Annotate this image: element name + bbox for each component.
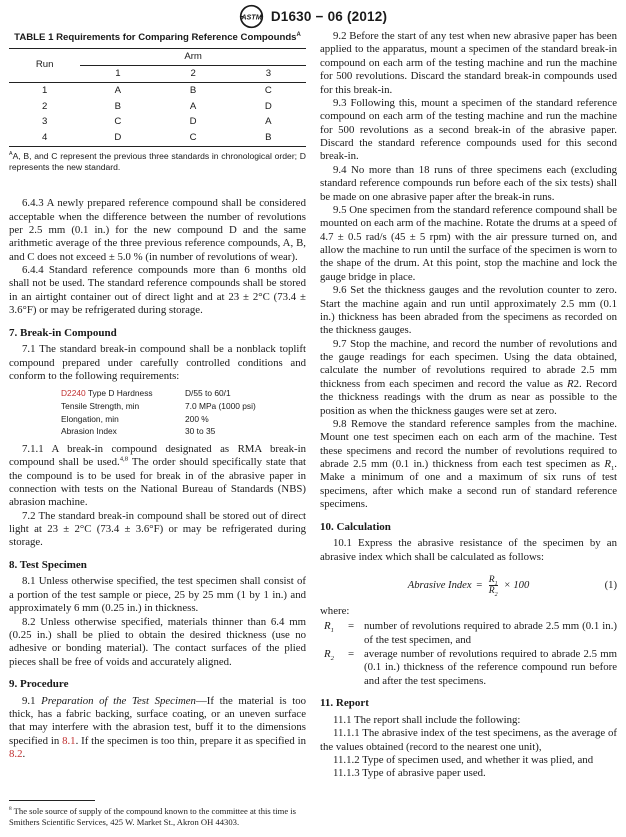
text-run: Tensile Strength, min xyxy=(61,400,140,411)
times-factor: × 100 xyxy=(503,580,530,592)
table-title xyxy=(9,32,306,44)
equation-number: (1) xyxy=(604,580,618,592)
subscript-text: 1 xyxy=(610,465,615,473)
text-run: 6.4.4 Standard reference compounds more than 6 months old shall not be used. The standard reference compounds shall be stored in an airtight container out of direct light and at 23 ± 2°C (73.4 ± 3.6°F) or may be refrigerated during storage. xyxy=(9,264,306,317)
table-row xyxy=(9,130,306,146)
where-definition-row xyxy=(324,620,617,647)
table-title-text: TABLE 1 Requirements for Comparing Reference Compounds xyxy=(14,32,297,43)
italic-text: Preparation of the Test Specimen xyxy=(41,694,196,707)
fraction xyxy=(489,575,498,597)
section-paragraph xyxy=(320,537,617,564)
where-definition: number of revolutions required to abrade 2.5 mm (0.1 in.) of the test specimen, and xyxy=(364,620,617,646)
equation-label: Abrasive Index xyxy=(407,580,472,592)
text-run: 7.1.1 A break-in compound designated as RMA break-in compound shall be used. xyxy=(9,442,306,469)
table-cell: A xyxy=(265,116,272,128)
italic-text: R xyxy=(488,585,495,597)
text-run: The order should specifically state that the compound is to be used for break in of the abrasive paper in connection with tests on the National Bureau of Standards (NBS) abrasion machine. xyxy=(9,456,306,509)
text-run: 11.1 The report shall include the following: xyxy=(333,713,521,726)
italic-text: R xyxy=(567,377,574,390)
where-definition-row xyxy=(324,648,617,688)
footnote-text: $^8$ The sole source of supply of the compound known to the committee at this time is Smithers Scientific Services, 425 W. Market St., Akron OH 44303. xyxy=(9,805,297,827)
table-cell: 1 xyxy=(41,84,48,96)
table-footnote-text: A, B, and C represent the previous three standards in chronological order; D represents the new standard. xyxy=(9,151,306,173)
table-row xyxy=(9,114,306,130)
table-cell: B xyxy=(265,132,272,144)
section-heading: 9. Procedure xyxy=(9,678,69,691)
where-term xyxy=(324,648,348,688)
table-cell: 4 xyxy=(41,132,48,144)
table-cell: C xyxy=(264,84,272,96)
section-paragraph xyxy=(320,418,617,512)
section-paragraph xyxy=(320,97,617,164)
section-paragraph xyxy=(9,616,306,670)
where-intro: where: xyxy=(320,604,350,617)
section-heading: 7. Break-in Compound xyxy=(9,326,117,339)
text-run: —If the material is too thick, has a fabric backing, surface coating, or an uneven surface that may interfere with the abrasion test, buff it to the dimensions specified in xyxy=(9,694,306,747)
section-paragraph xyxy=(9,264,306,318)
text-run: 9.8 Remove the standard reference samples from the machine. Mount one test specimen each on each arm of the machine. Test these specimens and record the number of revolutions required to abrade 2.5 mm (0.1 in.) thickness from each test specimen as xyxy=(320,417,617,470)
section-paragraph xyxy=(320,338,617,418)
property-row xyxy=(61,425,306,438)
text-run: 9.4 No more than 18 runs of three specimens each (excluding standard reference compounds run before each of the six tests) shall be made on one abrasive paper after the break-in runs. xyxy=(320,163,617,203)
table-cell: D xyxy=(189,116,197,128)
arm-column-header: Arm xyxy=(80,48,306,65)
text-run: 9.1 xyxy=(22,694,42,707)
italic-text: R xyxy=(324,620,331,633)
section-paragraph xyxy=(9,510,306,550)
table-cell: A xyxy=(189,100,197,112)
abrasive-index-equation xyxy=(320,575,617,597)
text-run: Abrasion Index xyxy=(61,426,117,437)
reference-link[interactable]: 8.1 xyxy=(62,734,76,747)
section-paragraph xyxy=(320,284,617,338)
table-cell: A xyxy=(114,84,122,96)
text-run: 9.7 Stop the machine, and record the number of revolutions and the gauge readings for each specimen. Using the data obtained, calculate the number of revolutions required to abrade 2.5 mm thickness from each specimen and record the value as xyxy=(320,337,617,390)
subscript-text: 2 xyxy=(494,592,498,599)
fraction-denominator xyxy=(489,585,498,597)
property-row xyxy=(61,400,306,413)
equation-body xyxy=(408,575,530,597)
where-list xyxy=(320,605,617,688)
table-cell: C xyxy=(189,132,197,144)
table-cell: D xyxy=(114,132,122,144)
reference-link[interactable]: 8.2 xyxy=(9,748,23,761)
text-run: 2. Record the thickness readings with the drum as near as possible to the position as when the thickness gauges were set at zero. xyxy=(320,377,617,417)
table-cell: C xyxy=(114,116,122,128)
arm-number-header: 1 xyxy=(80,65,155,82)
property-value: 30 to 35 xyxy=(185,426,216,437)
text-run: Elongation, min xyxy=(61,413,119,424)
section-paragraph xyxy=(320,767,617,780)
section-paragraph xyxy=(9,197,306,264)
text-run: 9.6 Set the thickness gauges and the revolution counter to zero. Start the machine again and run until approximately 2.5 mm (0.1 in.) thickness has been abraded from the specimens as recorded on the thickness gauges. xyxy=(320,284,617,337)
table-cell: 3 xyxy=(41,116,48,128)
reference-compounds-table xyxy=(9,48,306,147)
run-column-header: Run xyxy=(9,48,80,82)
text-run: . xyxy=(22,748,26,761)
arm-number-header: 2 xyxy=(156,65,231,82)
section-heading: 11. Report xyxy=(320,697,369,710)
table-cell: 2 xyxy=(41,100,48,112)
section-heading: 10. Calculation xyxy=(320,520,391,533)
page-footnote xyxy=(9,800,306,828)
document-designation: D1630 − 06 (2012) xyxy=(270,8,388,24)
property-value: 7.0 MPa (1000 psi) xyxy=(185,400,256,411)
property-row xyxy=(61,387,306,400)
subscript-text: 1 xyxy=(494,580,498,587)
property-label xyxy=(61,400,185,413)
right-column xyxy=(320,30,617,781)
table-header-row xyxy=(9,48,306,65)
text-run: 8.2 Unless otherwise specified, materials thinner than 6.4 mm (0.25 in.) shall be plied to obtain the desired thickness (use no adhesive or bonding material). The contact surfaces of the plied pieces shall be free of voids and accurately aligned. xyxy=(9,615,306,668)
table-cell: B xyxy=(189,84,197,96)
section-paragraph xyxy=(320,754,617,767)
section-paragraph xyxy=(9,443,306,510)
text-run: 11.1.1 The abrasive index of the test specimens, as the average of the values obtained (record to the nearest one unit), xyxy=(320,727,617,753)
equals-sign: = xyxy=(475,580,483,592)
property-label xyxy=(61,387,185,400)
text-run: 7.2 The standard break-in compound shall be stored out of direct light at 23 ± 2°C (73.4 ± 3.6°F) or may be refrigerated during storage. xyxy=(9,509,306,549)
table-cell: B xyxy=(114,100,122,112)
where-term xyxy=(324,620,348,647)
fraction-numerator xyxy=(489,575,498,586)
text-run: 11.1.2 Type of specimen used, and whether it was plied, and xyxy=(333,753,594,766)
equals-sign: = xyxy=(348,620,355,633)
text-run: 10.1 Express the abrasive resistance of the specimen by an abrasive index which shall be calculated as follows: xyxy=(320,537,617,563)
equals-sign: = xyxy=(348,648,355,661)
section-paragraph xyxy=(320,30,617,97)
svg-text:ASTM: ASTM xyxy=(241,11,262,21)
section-paragraph xyxy=(9,343,306,383)
text-run: . Make a minimum of one and a maximum of six runs of test specimens, after which make a second run of standard reference specimens. xyxy=(320,458,617,511)
arm-number-header: 3 xyxy=(231,65,306,82)
table-cell: D xyxy=(264,100,272,112)
section-paragraph xyxy=(320,164,617,204)
section-heading: 8. Test Specimen xyxy=(9,558,87,571)
two-column-body xyxy=(0,26,626,781)
left-column xyxy=(9,30,306,781)
table-title-footnote-marker: A xyxy=(296,31,301,38)
subscript-text: 2 xyxy=(330,655,334,663)
property-row xyxy=(61,413,306,426)
text-run: 9.2 Before the start of any test when new abrasive paper has been applied to the apparatus, mount a specimen of the standard break-in compound on each arm of the testing machine and run the machine for 500 revolutions. Discard the standard break-in compounds used for this break-in. xyxy=(320,30,617,96)
italic-text: R xyxy=(488,573,495,585)
table-footnote xyxy=(9,151,306,173)
italic-text: R xyxy=(324,648,331,661)
text-run: . If the specimen is too thin, prepare it as specified in xyxy=(75,734,306,747)
text-run: 9.3 Following this, mount a specimen of the standard reference compound on each arm of the testing machine and run the machine for 500 revolutions as a second break-in of the abrasive paper. Discard the standard reference compounds used for this second break-in. xyxy=(320,96,617,163)
property-label xyxy=(61,425,185,438)
property-label xyxy=(61,413,185,426)
footnote-marker: 8 xyxy=(9,805,12,812)
astm-logo-icon xyxy=(239,4,264,29)
property-table xyxy=(61,387,306,437)
section-paragraph xyxy=(320,727,617,754)
table-row xyxy=(9,99,306,115)
section-paragraph xyxy=(320,204,617,284)
page-header xyxy=(0,0,626,26)
section-paragraph xyxy=(9,575,306,615)
text-run: 9.5 One specimen from the standard reference compound shall be mounted on each arm of the machine. Rotate the drums at a speed of 4.7 ± 0.5 rad/s (45 ± 5 rpm) with the air pressure turned on, and allow the machine to run until the surface of the specimen is worn to the shape of the drum. At this point, stop the machine and lock the gauge bridge in place. xyxy=(320,203,617,283)
italic-text: R xyxy=(604,458,611,470)
text-run: 11.1.3 Type of abrasive paper used. xyxy=(333,767,486,780)
text-run: 8.1 Unless otherwise specified, the test specimen shall consist of a portion of the test sample or piece, 25 by 25 mm (1 by 1 in.) and approximately 6 mm (0.25 in.) in thickness. xyxy=(9,575,306,615)
footnote-reference: 4,8 xyxy=(119,455,129,463)
text-run: 7.1 The standard break-in compound shall be a nonblack toplift compound prepared under carefully controlled conditions and conform to the following requirements: xyxy=(9,343,306,382)
table-footnote-marker: A xyxy=(9,151,13,158)
section-paragraph xyxy=(9,695,306,762)
footnote-rule xyxy=(9,800,95,801)
section-paragraph xyxy=(320,714,617,727)
table-row xyxy=(9,82,306,98)
reference-link[interactable]: D2240 xyxy=(61,388,86,399)
table-1 xyxy=(9,32,306,173)
text-run: Type D Hardness xyxy=(85,388,153,399)
subscript-text: 1 xyxy=(330,627,334,635)
where-definition: average number of revolutions required to abrade 2.5 mm (0.1 in.) thickness of the reference compound run before and after the test specimens. xyxy=(364,648,617,687)
property-value: D/55 to 60/1 xyxy=(185,388,231,399)
text-run: 6.4.3 A newly prepared reference compound shall be considered acceptable when the difference between the number of revolutions per 2.5 mm (0.1 in.) for the new compound D and the same arithmetic average of the three previous reference compounds, A, B, and C does not exceed ± 5.0 % (in number of revolutions of wear). xyxy=(9,197,306,263)
property-value: 200 % xyxy=(185,413,209,424)
